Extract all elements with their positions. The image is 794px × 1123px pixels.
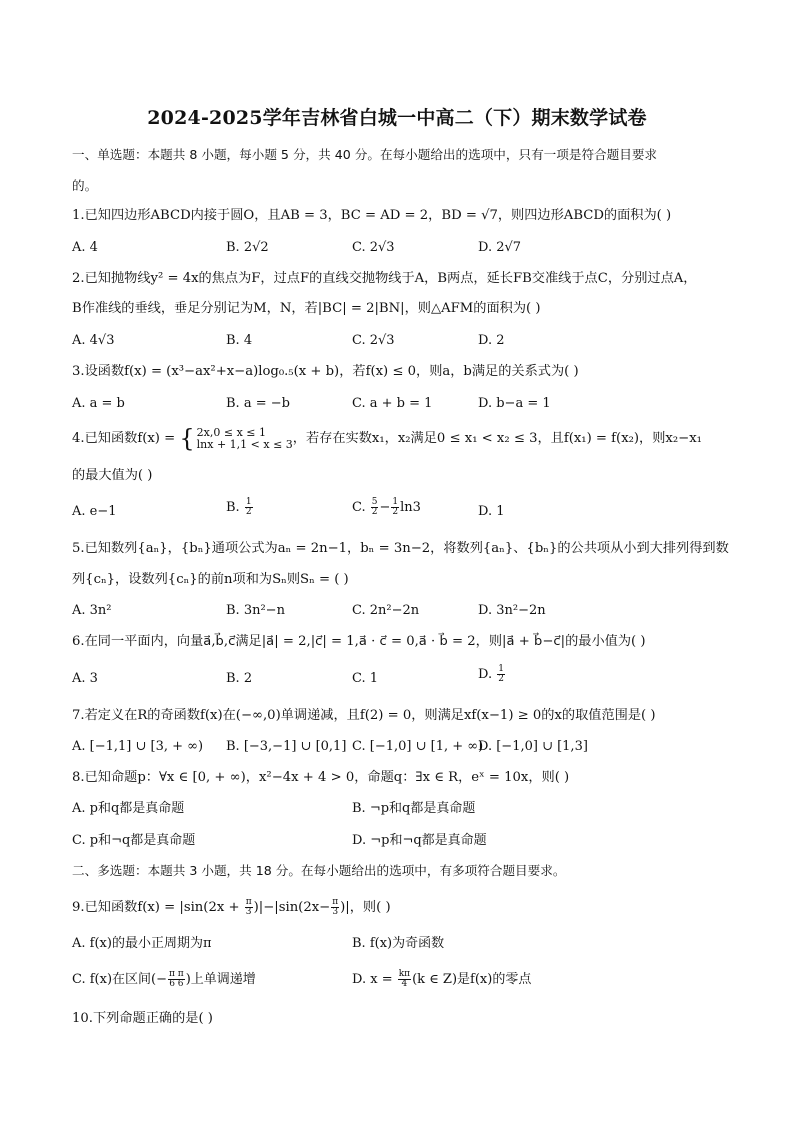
q4-optb-num: 1	[245, 497, 252, 507]
q7-stem: 7.若定义在R的奇函数f(x)在(−∞,0)单调递减，且f(2) = 0，则满足xf(x−1) ≥ 0的x的取值范围是( )	[72, 708, 656, 723]
q8-option-a[interactable]: A. p和q都是真命题	[72, 801, 185, 816]
q4-option-b[interactable]: B. $\frac{1}{2}$	[226, 497, 252, 517]
q8-option-b[interactable]: B. ¬p和q都是真命题	[352, 801, 476, 816]
q9-optd-post: (k ∈ Z)是f(x)的零点	[412, 972, 532, 987]
q9-stem	[72, 897, 734, 919]
q9-stem-mid: )|−|sin(2x−	[253, 900, 331, 915]
q2-option-b[interactable]: B. 4	[226, 333, 253, 348]
q4-option-c[interactable]: C. $\frac{5}{2}$ − $\frac{1}{2}$ ln3	[352, 497, 421, 517]
q6-option-a[interactable]: A. 3	[72, 671, 98, 686]
q6-option-b[interactable]: B. 2	[226, 671, 253, 686]
q4-case1: 2x,0 ≤ x ≤ 1	[196, 425, 266, 439]
q8-stem: 8.已知命题p：∀x ∈ [0, + ∞)，x²−4x + 4 > 0，命题q：∃x ∈ R，eˣ = 10x，则( )	[72, 770, 570, 785]
q9-optc-pre: C. f(x)在区间(−	[72, 972, 167, 987]
q9-optd-den: 4	[401, 979, 408, 989]
q3-option-b[interactable]: B. a = −b	[226, 396, 290, 411]
q6-option-c[interactable]: C. 1	[352, 671, 379, 686]
q4-optc-a-den: 2	[371, 507, 378, 517]
q1-option-a[interactable]: A. 4	[72, 240, 98, 255]
q2-option-a[interactable]: A. 4√3	[72, 333, 115, 348]
q9-option-a[interactable]: A. f(x)的最小正周期为π	[72, 936, 212, 951]
q5-option-b[interactable]: B. 3n²−n	[226, 603, 285, 618]
q2-stem-line2: B作准线的垂线，垂足分别记为M，N，若|BC| = 2|BN|，则△AFM的面积为( )	[72, 301, 541, 316]
q10-stem: 10.下列命题正确的是( )	[72, 1011, 213, 1026]
q1-option-b[interactable]: B. 2√2	[226, 240, 269, 255]
q9-pi-den-2: 3	[332, 907, 339, 917]
q1-option-d[interactable]: D. 2√7	[478, 240, 522, 255]
q9-option-c[interactable]	[72, 969, 256, 991]
q8-option-c[interactable]: C. p和¬q都是真命题	[72, 833, 196, 848]
q2-stem-line1: 2.已知抛物线y² = 4x的焦点为F，过点F的直线交抛物线于A，B两点，延长FB交准线于点C，分别过点A，	[72, 271, 697, 286]
q2-option-d[interactable]: D. 2	[478, 333, 505, 348]
q4-stem	[72, 424, 734, 454]
q9-optd-num: kπ	[398, 969, 411, 979]
q4-brace-icon: {	[179, 424, 195, 453]
q5-stem-line1: 5.已知数列{aₙ}，{bₙ}通项公式为aₙ = 2n−1，bₙ = 3n−2，将数列{aₙ}、{bₙ}的公共项从小到大排列得到数	[72, 541, 729, 556]
q9-option-b[interactable]: B. f(x)为奇函数	[352, 936, 445, 951]
q3-option-a[interactable]: A. a = b	[72, 396, 125, 411]
q3-option-c[interactable]: C. a + b = 1	[352, 396, 433, 411]
q6-stem: 6.在同一平面内，向量a⃗,b⃗,c⃗满足|a⃗| = 2,|c⃗| = 1,a⃗ · c⃗ = 0,a⃗ · b⃗ = 2，则|a⃗ + b⃗−c⃗|的最小值为( )	[72, 634, 646, 649]
q9-stem-pre: 9.已知函数f(x) = |sin(2x +	[72, 900, 244, 915]
q4-optc-a-num: 5	[371, 497, 378, 507]
section2-heading: 二、多选题：本题共 3 小题，共 18 分。在每小题给出的选项中，有多项符合题目要求。	[72, 863, 566, 878]
q6-optd-num: 1	[498, 664, 504, 674]
q4-option-a[interactable]: A. e−1	[72, 504, 117, 519]
q3-stem: 3.设函数f(x) = (x³−ax²+x−a)log₀.₅(x + b)，若f(x) ≤ 0，则a，b满足的关系式为( )	[72, 364, 579, 379]
q9-option-d[interactable]	[352, 969, 531, 991]
q4-suffix: ，若存在实数x₁，x₂满足0 ≤ x₁ < x₂ ≤ 3，且f(x₁) = f(x₂)，则x₂−x₁	[292, 431, 702, 446]
exam-title: 2024-2025学年吉林省白城一中高二（下）期末数学试卷	[147, 107, 647, 129]
q5-option-c[interactable]: C. 2n²−2n	[352, 603, 420, 618]
q7-option-c[interactable]: C. [−1,0] ∪ [1, + ∞)	[352, 739, 484, 754]
q9-stem-post: )|，则( )	[340, 900, 391, 915]
q4-optc-tail: ln3	[400, 500, 421, 515]
q9-optc-post: )上单调递增	[185, 972, 256, 987]
q4-prefix: 4.已知函数f(x) =	[72, 431, 180, 446]
q1-option-c[interactable]: C. 2√3	[352, 240, 395, 255]
q9-optc-num: π π	[169, 969, 184, 979]
q7-option-a[interactable]: A. [−1,1] ∪ [3, + ∞)	[72, 739, 204, 754]
q5-option-a[interactable]: A. 3n²	[72, 603, 112, 618]
q7-option-d[interactable]: D. [−1,0] ∪ [1,3]	[478, 739, 588, 754]
q5-option-d[interactable]: D. 3n²−2n	[478, 603, 546, 618]
q4-case2: lnx + 1,1 < x ≤ 3	[196, 437, 293, 451]
section1-heading: 一、单选题：本题共 8 小题，每小题 5 分，共 40 分。在每小题给出的选项中，只有一项是符合题目要求	[72, 147, 658, 162]
q9-pi-num-2: π	[332, 897, 339, 907]
q6-optd-den: 2	[498, 674, 504, 684]
q4-optc-b-num: 1	[392, 497, 399, 507]
q6-option-d[interactable]: D. $\frac{1}{2}$	[478, 664, 504, 684]
q8-option-d[interactable]: D. ¬p和¬q都是真命题	[352, 833, 487, 848]
q4-optb-den: 2	[245, 507, 252, 517]
q4-stem-line2: 的最大值为( )	[72, 468, 153, 483]
section1-heading-cont: 的。	[72, 178, 98, 193]
q4-optc-b-den: 2	[392, 507, 399, 517]
q9-optc-den: 6 6	[169, 979, 184, 989]
q3-option-d[interactable]: D. b−a = 1	[478, 396, 551, 411]
q1-stem: 1.已知四边形ABCD内接于圆O，且AB = 3，BC = AD = 2，BD = √7，则四边形ABCD的面积为( )	[72, 208, 672, 223]
q9-optd-pre: D. x =	[352, 972, 397, 987]
q7-option-b[interactable]: B. [−3,−1] ∪ [0,1]	[226, 739, 347, 754]
q4-option-d[interactable]: D. 1	[478, 504, 505, 519]
q9-pi-den-1: 3	[245, 907, 252, 917]
q5-stem-line2: 列{cₙ}，设数列{cₙ}的前n项和为Sₙ则Sₙ = ( )	[72, 572, 349, 587]
q9-pi-num-1: π	[245, 897, 252, 907]
q2-option-c[interactable]: C. 2√3	[352, 333, 395, 348]
q4-cases	[197, 427, 293, 451]
